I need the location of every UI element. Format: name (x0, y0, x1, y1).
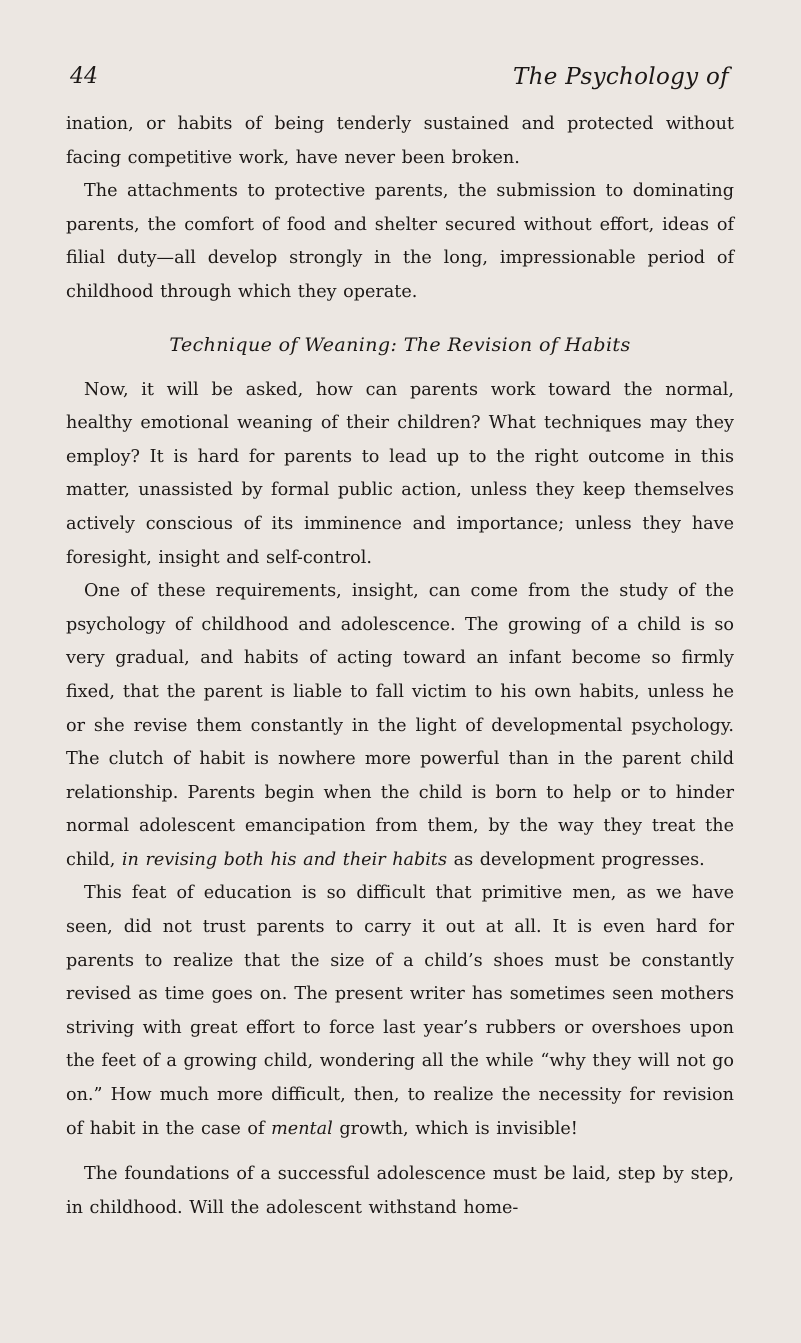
paragraph-4-text-end: as development progresses. (447, 849, 705, 870)
paragraph-2: The attachments to protective parents, the submission to dominating parents, the comfort of food and shelter secured without effort, ideas of filial duty—all develop strongly in the long, impressionable period of childhood through which they operate. (66, 181, 734, 302)
paragraph-5 (66, 877, 734, 1146)
paragraph-6: The foundations of a successful adolescence must be laid, step by step, in childhood. Will the adolescent withstand home- (66, 1164, 734, 1218)
paragraph-4 (66, 575, 734, 877)
section-heading: Technique of Weaning: The Revision of Habits (169, 333, 631, 356)
body-text (66, 108, 734, 1225)
page-number: 44 (70, 64, 98, 89)
paragraph-5-text: This feat of education is so difficult that primitive men, as we have seen, did not trust parents to carry it out at all. It is even hard for parents to realize that the size of a child’s shoes must be constantly revised as time goes on. The present writer has sometimes seen mothers striving with great effort to force last year’s rubbers or overshoes upon the feet of a growing child, wondering all the while “why they will not go on.” How much more difficult, then, to realize the necessity for revision of habit in the case of (66, 883, 734, 1139)
paragraph-4-emphasis: in revising both his and their habits (121, 849, 448, 870)
paragraph-5-emphasis: mental (271, 1118, 333, 1139)
running-head (70, 64, 729, 96)
paragraph-5-text-end: growth, which is invisible! (332, 1118, 578, 1139)
paragraph-1: ination, or habits of being tenderly sustained and protected without facing competitive work, have never been broken. (66, 114, 734, 168)
running-title: The Psychology of (513, 64, 729, 90)
paragraph-3: Now, it will be asked, how can parents work toward the normal, healthy emotional weaning of their children? What techniques may they employ? It is hard for parents to lead up to the right outcome in this matter, unassisted by formal public action, unless they keep themselves actively conscious of its imminence and importance; unless they have foresight, insight and self-control. (66, 379, 734, 568)
paragraph-4-text: One of these requirements, insight, can come from the study of the psychology of childhood and adolescence. The growing of a child is so very gradual, and habits of acting toward an infant become so firmly fixed, that the parent is liable to fall victim to his own habits, unless he or she revise them constantly in the light of developmental psychology. The clutch of habit is nowhere more powerful than in the parent child relationship. Parents begin when the child is born to help or to hinder normal adolescent emancipation from them, by the way they treat the child, (66, 581, 734, 870)
